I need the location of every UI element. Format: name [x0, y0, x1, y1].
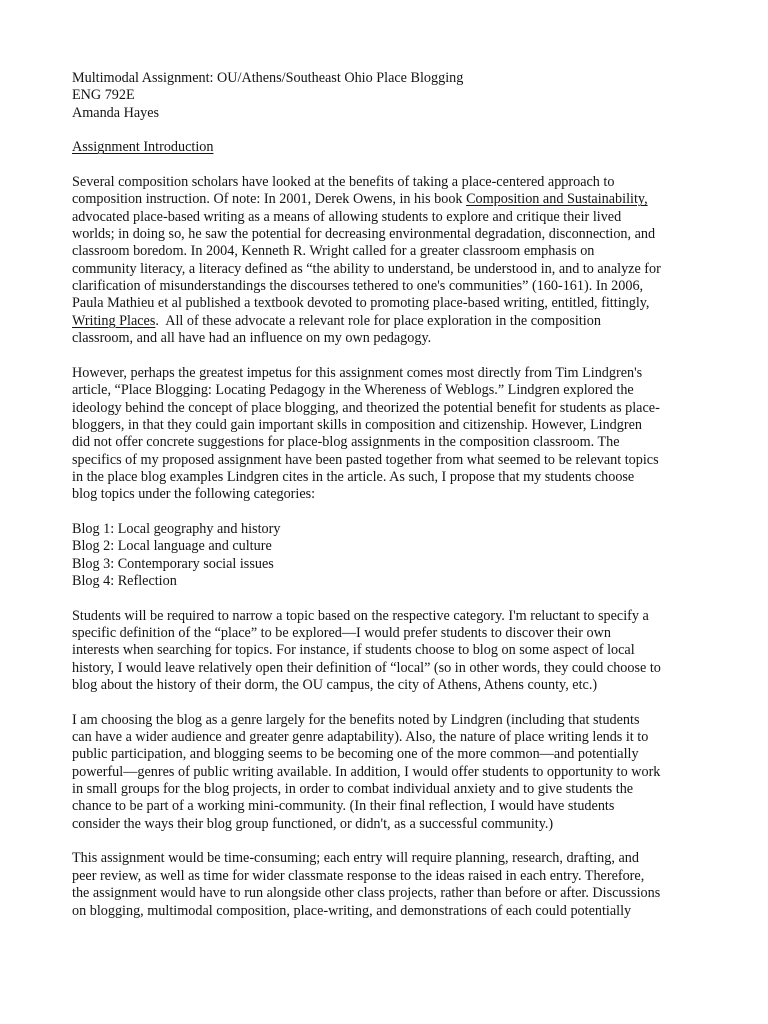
document-page: [72, 70, 712, 920]
paragraph-text: composition instruction. Of note: In 2001, Derek Owens, in his book: [72, 191, 467, 208]
paragraph-line: article, “Place Blogging: Locating Pedagogy in the Whereness of Weblogs.” Lindgren explored the: [72, 382, 634, 399]
blog-category-item: Blog 4: Reflection: [72, 572, 177, 589]
paragraph-text: . All of these advocate a relevant role for place exploration in the composition: [155, 312, 601, 329]
document-header: [72, 70, 712, 122]
paragraph-line: history, I would leave relatively open their definition of “local” (so in other words, they could choose to: [72, 659, 661, 676]
assignment-title: Multimodal Assignment: OU/Athens/Southeast Ohio Place Blogging: [72, 70, 464, 86]
paragraph-line: community literacy, a literacy defined as “the ability to understand, be understood in, and to analyze for: [72, 260, 661, 277]
paragraph-line: public participation, and blogging seems to be becoming one of the more common—and potentially: [72, 746, 639, 763]
paragraph-line: Students will be required to narrow a topic based on the respective category. I'm reluctant to specify a: [72, 607, 649, 624]
spacer: [72, 694, 712, 711]
paragraph-line: can have a wider audience and greater genre adaptability). Also, the nature of place writing lends it to: [72, 729, 649, 746]
paragraph-line: specific definition of the “place” to be explored—I would prefer students to discover their own: [72, 625, 611, 641]
blog-category-item: Blog 2: Local language and culture: [72, 538, 272, 555]
paragraph-line: clarification of misunderstandings the discourses tethered to one's communities” (160-161). In 2006,: [72, 278, 644, 295]
book-title-composition-and-sustainability: Composition and Sustainability,: [466, 191, 648, 208]
paragraph-line: did not offer concrete suggestions for place-blog assignments in the composition classroom. The: [72, 434, 620, 451]
paragraph-line: blog topics under the following categories:: [72, 486, 316, 503]
paragraph-line: worlds; in doing so, he saw the potential for decreasing environmental degradation, disconnection, and: [72, 226, 656, 243]
blog-category-item: Blog 3: Contemporary social issues: [72, 555, 274, 572]
paragraph-3: [72, 608, 712, 695]
paragraph-line: the assignment would have to run alongside other class projects, rather than before or after. Discussions: [72, 885, 661, 902]
paragraph-line: chance to be part of a working mini-community. (In their final reflection, I would have students: [72, 798, 615, 815]
paragraph-line: advocated place-based writing as a means of allowing students to explore and critique their lived: [72, 208, 622, 225]
paragraph-line: specifics of my proposed assignment have been pasted together from what seemed to be relevant topics: [72, 451, 659, 468]
paragraph-5: [72, 850, 712, 919]
paragraph-1: [72, 174, 712, 347]
paragraph-line: However, perhaps the greatest impetus for this assignment comes most directly from Tim Lindgren's: [72, 364, 643, 381]
paragraph-line: This assignment would be time-consuming; each entry will require planning, research, drafting, and: [72, 850, 639, 867]
paragraph-line: peer review, as well as time for wider classmate response to the ideas raised in each entry. Therefore,: [72, 867, 645, 884]
blog-category-list: [72, 521, 712, 590]
spacer: [72, 833, 712, 850]
paragraph-line: ideology behind the concept of place blogging, and theorized the potential benefit for students as place-: [72, 399, 660, 416]
spacer: [72, 348, 712, 365]
spacer: [72, 122, 712, 139]
course-code: ENG 792E: [72, 87, 135, 104]
paragraph-line: Several composition scholars have looked at the benefits of taking a place-centered approach to: [72, 174, 615, 191]
paragraph-4: [72, 712, 712, 833]
paragraph-line: classroom, and all have had an influence on my own pedagogy.: [72, 330, 432, 347]
paragraph-line: consider the ways their blog group functioned, or didn't, as a successful community.): [72, 815, 554, 832]
paragraph-line: in the place blog examples Lindgren cites in the article. As such, I propose that my students choose: [72, 468, 635, 485]
paragraph-line: blog about the history of their dorm, the OU campus, the city of Athens, Athens county, etc.): [72, 677, 598, 694]
paragraph-line: classroom boredom. In 2004, Kenneth R. Wright called for a greater classroom emphasis on: [72, 243, 595, 260]
paragraph-line: [72, 313, 712, 330]
paragraph-2: [72, 365, 712, 504]
paragraph-line: in small groups for the blog projects, in order to combat individual anxiety and to give students the: [72, 781, 634, 798]
paragraph-line: powerful—genres of public writing available. In addition, I would offer students to opportunity to work: [72, 763, 661, 780]
section-heading: Assignment Introduction: [72, 139, 214, 156]
spacer: [72, 590, 712, 607]
paragraph-line: interests when searching for topics. For instance, if students choose to blog on some aspect of local: [72, 642, 635, 659]
blog-category-item: Blog 1: Local geography and history: [72, 520, 281, 537]
spacer: [72, 157, 712, 174]
paragraph-line: [72, 191, 712, 208]
book-title-writing-places: Writing Places: [72, 312, 156, 329]
author-name: Amanda Hayes: [72, 104, 160, 121]
spacer: [72, 504, 712, 521]
paragraph-line: on blogging, multimodal composition, place-writing, and demonstrations of each could potentially: [72, 902, 632, 919]
paragraph-line: bloggers, in that they could gain important skills in composition and citizenship. However, Lindgren: [72, 416, 642, 433]
paragraph-line: Paula Mathieu et al published a textbook devoted to promoting place-based writing, entitled, fittingly,: [72, 295, 650, 312]
paragraph-line: I am choosing the blog as a genre largely for the benefits noted by Lindgren (including that students: [72, 711, 640, 728]
